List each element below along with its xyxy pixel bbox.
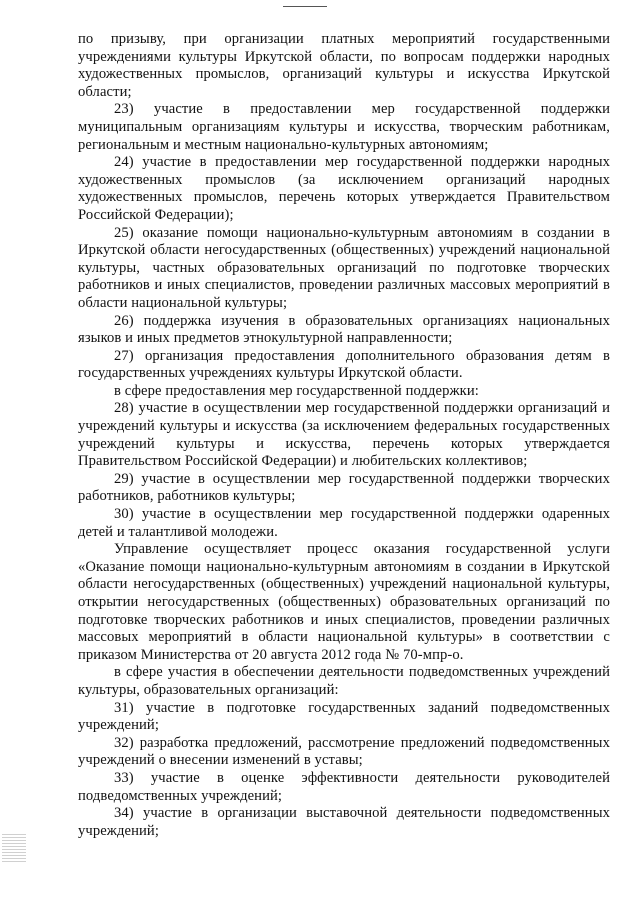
section-heading-subordinate: в сфере участия в обеспечении деятельности подведомственных учреждений культуры, образовательных организаций: (78, 664, 610, 698)
paragraph-item-32: 32) разработка предложений, рассмотрение предложений подведомственных учреждений о внесении изменений в уставы; (78, 734, 610, 769)
paragraph-item-34: 34) участие в организации выставочной деятельности подведомственных учреждений; (78, 805, 610, 839)
scan-top-mark (283, 6, 327, 7)
paragraph-item-33: 33) участие в оценке эффективности деятельности руководителей подведомственных учреждений; (78, 769, 610, 804)
section-heading-support: в сфере предоставления мер государственной поддержки: (114, 382, 479, 399)
paragraph-item-30: 30) участие в осуществлении мер государственной поддержки одаренных детей и талантливой молодежи. (78, 506, 610, 540)
paragraph-item-24: 24) участие в предоставлении мер государственной поддержки народных художественных промыслов (за исключением организаций народных художественных промыслов, перечень которых утверждается Правительством Российской Федерации); (78, 154, 610, 223)
paragraph-item-25: 25) оказание помощи национально-культурным автономиям в создании в Иркутской области негосударственных (общественных) учреждений национальной культуры, частных образовательных организаций по подготовке творческих работников и иных специалистов, проведении различных массовых мероприятий в области национальной культуры; (78, 224, 610, 311)
paragraph-item-29: 29) участие в осуществлении мер государственной поддержки творческих работников, работников культуры; (78, 470, 610, 505)
paragraph-service: Управление осуществляет процесс оказания государственной услуги «Оказание помощи национально-культурным автономиям в создании в Иркутской области негосударственных (общественных) учреждений национальной культуры, открытии негосударственных (общественных) образовательных организаций по подготовке творческих работников и иных специалистов, проведении различных массовых мероприятий в области национальной культуры» в соответствии с приказом Министерства от 20 августа 2012 года № 70-мпр-о. (78, 541, 610, 663)
scan-artifact (2, 834, 26, 864)
paragraph-item-28: 28) участие в осуществлении мер государственной поддержки организаций и учреждений культуры и искусства (за исключением федеральных государственных учреждений культуры и искусства, перечень которых утверждается Правительством Российской Федерации) и любительских коллективов; (78, 400, 610, 470)
paragraph-item-23: 23) участие в предоставлении мер государственной поддержки муниципальным организациям культуры и искусства, творческим работникам, региональным и местным национально-культурных автономиям; (78, 101, 610, 153)
paragraph-continuation: по призыву, при организации платных мероприятий государственными учреждениями культуры Иркутской области, по вопросам поддержки народных художественных промыслов, организаций культуры и искусства Иркутской области; (78, 31, 610, 100)
paragraph-item-26: 26) поддержка изучения в образовательных организациях национальных языков и иных предметов этнокультурной направленности; (78, 312, 610, 347)
paragraph-item-27: 27) организация предоставления дополнительного образования детям в государственных учреждениях культуры Иркутской области. (78, 347, 610, 382)
document-body (78, 31, 610, 840)
paragraph-item-31: 31) участие в подготовке государственных заданий подведомственных учреждений; (78, 699, 610, 734)
